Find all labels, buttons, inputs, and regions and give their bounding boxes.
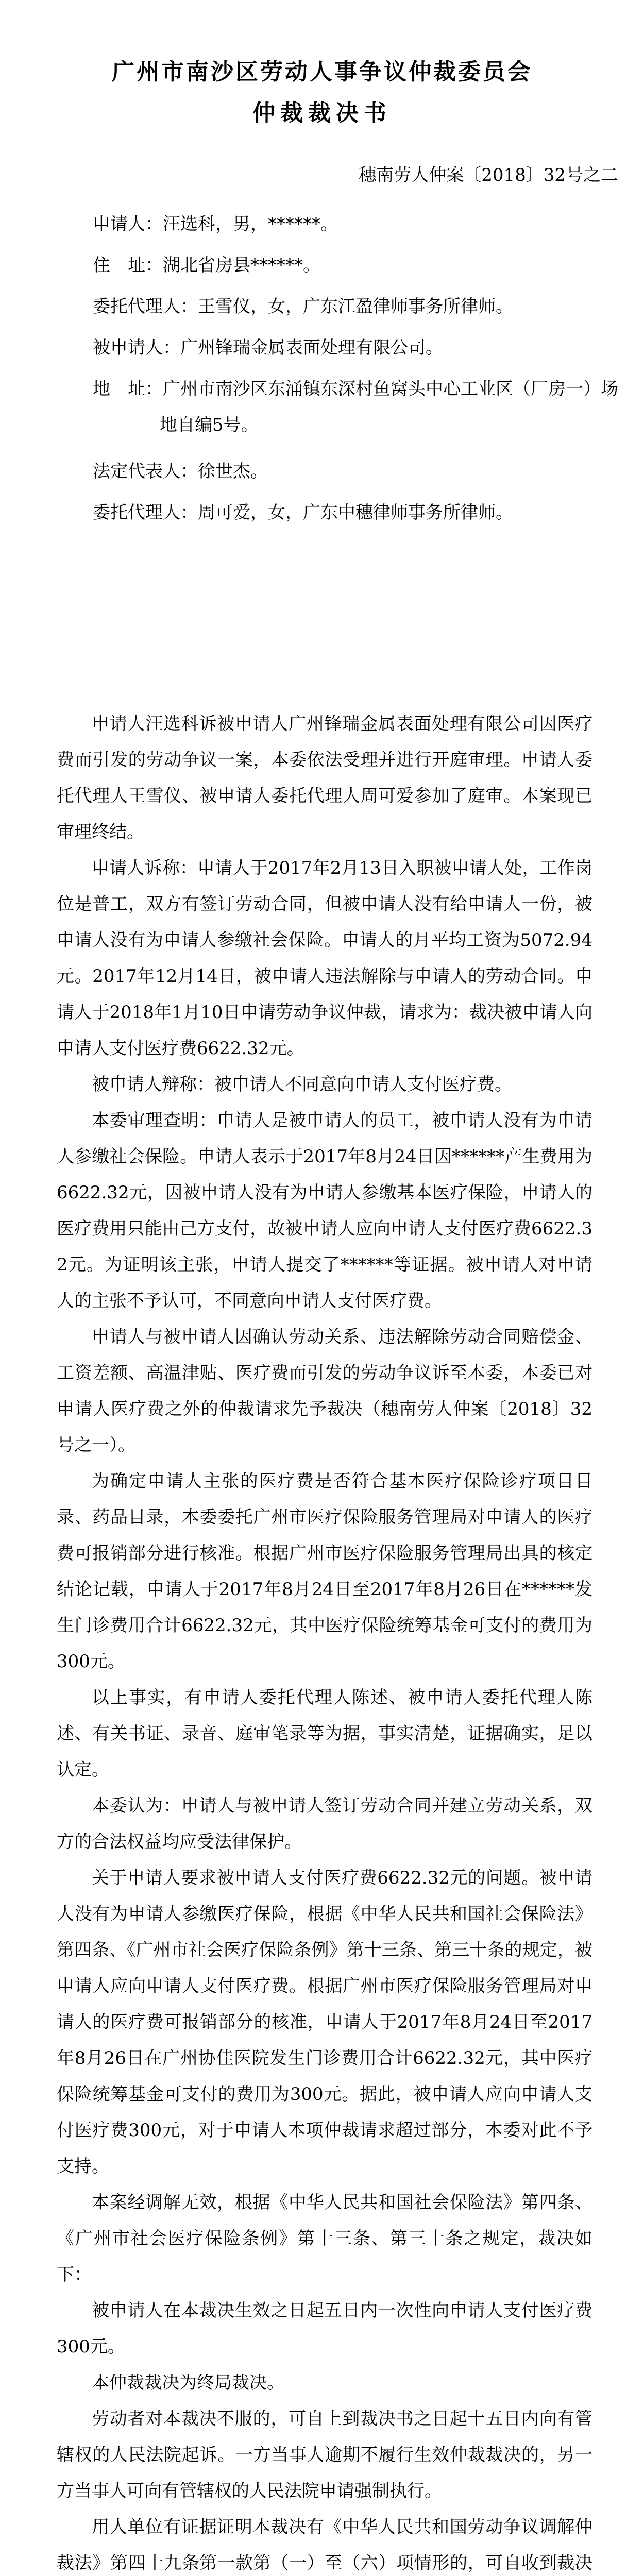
- paragraph-worker-rights: 劳动者对本裁决不服的，可自上到裁决书之日起十五日内向有管辖权的人民法院起诉。一方当事人逾期不履行生效仲裁裁决的，另一方当事人可向有管辖权的人民法院申请强制执行。: [57, 2409, 592, 2501]
- respondent-line: 被申请人：广州锋瑞金属表面处理有限公司。: [93, 337, 443, 358]
- paragraph-evidence: 以上事实，有申请人委托代理人陈述、被申请人委托代理人陈述、有关书证、录音、庭审笔录等为据，事实清楚，证据确实，足以认定。: [57, 1687, 592, 1780]
- case-number: 穗南劳人仲案〔2018〕32号之二: [359, 165, 618, 185]
- paragraph-employer-rights: 用人单位有证据证明本裁决有《中华人民共和国劳动争议调解仲裁法》第四十九条第一款第（一）至（六）项情形的，可自收到裁决: [57, 2517, 592, 2573]
- paragraph-final-award: 本仲裁裁决为终局裁决。: [92, 2372, 284, 2393]
- paragraph-medical-fee-analysis: 关于申请人要求被申请人支付医疗费6622.32元的问题。被申请人没有为申请人参缴医疗保险，根据《中华人民共和国社会保险法》第四条、《广州市社会医疗保险条例》第十三条、第三十条的规定，被申请人应向申请人支付医疗费。根据广州市医疗保险服务管理局对申请人的医疗费可报销部分的核准，申请人于2017年8月24日至2017年8月26日在广州协佳医院发生门诊费用合计6622.32元，其中医疗保险统筹基金可支付的费用为300元。据此，被申请人应向申请人支付医疗费300元，对于申请人本项仲裁请求超过部分，本委对此不予支持。: [57, 1868, 592, 2177]
- paragraph-applicant-claim: 申请人诉称：申请人于2017年2月13日入职被申请人处，工作岗位是普工，双方有签订劳动合同，但被申请人没有给申请人一份，被申请人没有为申请人参缴社会保险。申请人的月平均工资为5072.94元。2017年12月14日，被申请人违法解除与申请人的劳动合同。申请人于2018年1月10日申请劳动争议仲裁，请求为：裁决被申请人向申请人支付医疗费6622.32元。: [57, 858, 592, 1059]
- paragraph-opinion: 本委认为：申请人与被申请人签订劳动合同并建立劳动关系，双方的合法权益均应受法律保护。: [57, 1795, 592, 1852]
- paragraph-findings: 本委审理查明：申请人是被申请人的员工，被申请人没有为申请人参缴社会保险。申请人表示于2017年8月24日因******产生费用为6622.32元，因被申请人没有为申请人参缴基本医疗保险，申请人的医疗费用只能由己方支付，故被申请人应向申请人支付医疗费6622.32元。为证明该主张，申请人提交了******等证据。被申请人对申请人的主张不予认可，不同意向申请人支付医疗费。: [57, 1110, 592, 1311]
- paragraph-prior-award: 申请人与被申请人因确认劳动关系、违法解除劳动合同赔偿金、工资差额、高温津贴、医疗费而引发的劳动争议诉至本委，本委已对申请人医疗费之外的仲裁请求先予裁决（穗南劳人仲案〔2018〕32号之一）。: [57, 1327, 592, 1455]
- document-body: [57, 706, 592, 2576]
- respondent-address-line: 地 址：广州市南沙区东涌镇东深村鱼窝头中心工业区（厂房一）场地自编5号。: [93, 379, 618, 435]
- respondent-agent-line: 委托代理人：周可爱，女，广东中穗律师事务所律师。: [93, 502, 513, 523]
- applicant-line: 申请人：汪选科，男，******。: [93, 214, 338, 234]
- legal-representative-line: 法定代表人：徐世杰。: [93, 461, 268, 482]
- applicant-agent-line: 委托代理人：王雪仪，女，广东江盈律师事务所律师。: [93, 296, 513, 317]
- paragraph-ruling: 被申请人在本裁决生效之日起五日内一次性向申请人支付医疗费300元。: [57, 2300, 592, 2357]
- paragraph-ruling-basis: 本案经调解无效，根据《中华人民共和国社会保险法》第四条、《广州市社会医疗保险条例》第十三条、第三十条之规定，裁决如下：: [57, 2192, 592, 2285]
- paragraph-verification: 为确定申请人主张的医疗费是否符合基本医疗保险诊疗项目目录、药品目录，本委委托广州市医疗保险服务管理局对申请人的医疗费可报销部分进行核准。根据广州市医疗保险服务管理局出具的核定结论记载，申请人于2017年8月24日至2017年8月26日在******发生门诊费用合计6622.32元，其中医疗保险统筹基金可支付的费用为300元。: [57, 1471, 592, 1672]
- paragraph-intro: 申请人汪选科诉被申请人广州锋瑞金属表面处理有限公司因医疗费而引发的劳动争议一案，本委依法受理并进行开庭审理。申请人委托代理人王雪仪、被申请人委托代理人周可爱参加了庭审。本案现已审理终结。: [57, 714, 592, 842]
- committee-title: 广州市南沙区劳动人事争议仲裁委员会: [112, 59, 532, 85]
- applicant-address-line: 住 址：湖北省房县******。: [93, 255, 320, 276]
- document-title: 仲裁裁决书: [252, 100, 392, 126]
- paragraph-respondent-defense: 被申请人辩称：被申请人不同意向申请人支付医疗费。: [92, 1074, 512, 1095]
